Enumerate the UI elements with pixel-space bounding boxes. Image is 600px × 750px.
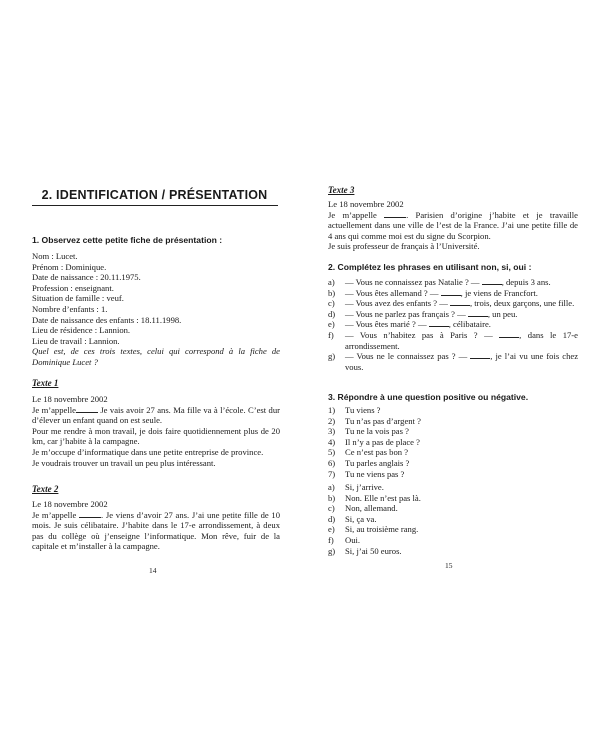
fill-blank[interactable]	[450, 298, 470, 306]
fill-blank[interactable]	[79, 510, 101, 518]
card-line: Lieu de résidence : Lannion.	[32, 325, 131, 336]
question-item: 2) Tu n’as pas d’argent ?	[328, 415, 421, 426]
answer-item: c) Non, allemand.	[328, 503, 398, 514]
question-item: 1) Tu viens ?	[328, 405, 381, 415]
answer-list	[328, 482, 578, 556]
card-line: Lieu de travail : Lannion.	[32, 335, 120, 346]
card-line: Date de naissance : 20.11.1975.	[32, 272, 141, 283]
fill-blank[interactable]	[470, 351, 490, 359]
page-number: 14	[149, 566, 157, 575]
fill-blank[interactable]	[468, 309, 488, 317]
texte-2-heading: Texte 2	[32, 484, 59, 494]
fill-blank[interactable]	[499, 330, 519, 338]
texte-2-body	[32, 499, 280, 552]
texte-2-date: Le 18 novembre 2002	[32, 499, 108, 509]
card-line: Date de naissance des enfants : 18.11.1998.	[32, 314, 182, 325]
texte-3-paragraph: Je suis professeur de français à l’Université.	[328, 241, 480, 252]
card-line: Nom : Lucet.	[32, 251, 78, 261]
exercise-2-heading: 2. Complétez les phrases en utilisant non, si, oui :	[328, 262, 532, 272]
fill-blank[interactable]	[482, 277, 502, 285]
answer-item: b) Non. Elle n’est pas là.	[328, 492, 421, 503]
fill-blank[interactable]	[441, 288, 461, 296]
texte-1-paragraph: Je voudrais trouver un travail un peu plus intéressant.	[32, 457, 216, 468]
fill-blank[interactable]	[76, 405, 98, 413]
presentation-card	[32, 251, 280, 368]
answer-item: e) Si, au troisième rang.	[328, 524, 419, 535]
exercise-2-list	[328, 277, 578, 372]
texte-1-paragraph: Je m’appelle Je vais avoir 27 ans. Ma fille va à l’école. C’est dur d’élever un enfant quand on est seule.	[32, 404, 281, 426]
section-title: 2. IDENTIFICATION / PRÉSENTATION	[41, 188, 268, 202]
fill-blank[interactable]	[429, 319, 449, 327]
list-item: f) — Vous n’habitez pas à Paris ? — , dans le 17-e arrondissement.	[328, 329, 578, 351]
texte-3-body	[328, 199, 578, 252]
title-divider	[32, 205, 278, 206]
card-line: Profession : enseignant.	[32, 282, 114, 293]
texte-3-date: Le 18 novembre 2002	[328, 199, 404, 209]
question-item: 3) Tu ne la vois pas ?	[328, 426, 409, 437]
question-item: 6) Tu parles anglais ?	[328, 457, 410, 468]
list-item: a) — Vous ne connaissez pas Natalie ? — , depuis 3 ans.	[328, 277, 551, 287]
texte-3-heading: Texte 3	[328, 185, 355, 195]
texte-1-date: Le 18 novembre 2002	[32, 394, 108, 404]
answer-item: g) Si, j’ai 50 euros.	[328, 545, 402, 556]
texte-1-body	[32, 394, 280, 468]
answer-item: a) Si, j’arrive.	[328, 482, 384, 492]
list-item: d) — Vous ne parlez pas français ? — , un peu.	[328, 308, 518, 319]
texte-1-paragraph: Je m’occupe d’informatique dans une petite entreprise de province.	[32, 446, 264, 457]
question-item: 7) Tu ne viens pas ?	[328, 468, 405, 479]
exercise-3-heading: 3. Répondre à une question positive ou négative.	[328, 392, 529, 402]
card-line: Nombre d’enfants : 1.	[32, 303, 108, 314]
exercise-question: Quel est, de ces trois textes, celui qui correspond à la fiche de Dominique Lucet ?	[32, 346, 280, 367]
list-item: e) — Vous êtes marié ? — , célibataire.	[328, 319, 491, 330]
list-item: c) — Vous avez des enfants ? — , trois, deux garçons, une fille.	[328, 298, 575, 309]
exercise-1-heading: 1. Observez cette petite fiche de présentation :	[32, 235, 223, 245]
question-item: 4) Il n’y a pas de place ?	[328, 436, 420, 447]
answer-item: f) Oui.	[328, 534, 361, 545]
texte-2-paragraph: Je m’appelle . Je viens d’avoir 27 ans. J’ai une petite fille de 10 mois. Je suis célibataire. J’habite dans le 17-e arrondissement, à deux pas du collège où j’enseigne l’informatique. Mon rêve, fuir de la capitale et m’installer à la campagne.	[32, 509, 281, 552]
list-item: b) — Vous êtes allemand ? — , je viens de Francfort.	[328, 287, 538, 298]
texte-3-paragraph: Je m’appelle . Parisien d’origine j’habite et je travaille actuellement dans une ville de l’est de la France. J’ai une petite fille de 4 ans qui comme moi est du signe du Scorpion.	[328, 209, 578, 241]
texte-1-paragraph: Pour me rendre à mon travail, je dois faire quotidiennement plus de 20 km, car j’habite à la campagne.	[32, 425, 280, 447]
texte-1-heading: Texte 1	[32, 378, 59, 388]
card-line: Situation de famille : veuf.	[32, 293, 124, 304]
right-page	[300, 0, 600, 750]
list-item: g) — Vous ne le connaissez pas ? — , je l’ai vu une fois chez vous.	[328, 351, 579, 372]
page-number: 15	[445, 561, 453, 570]
question-item: 5) Ce n’est pas bon ?	[328, 447, 409, 458]
fill-blank[interactable]	[384, 210, 406, 218]
answer-item: d) Si, ça va.	[328, 513, 377, 524]
card-line: Prénom : Dominique.	[32, 261, 107, 272]
question-list	[328, 405, 578, 479]
